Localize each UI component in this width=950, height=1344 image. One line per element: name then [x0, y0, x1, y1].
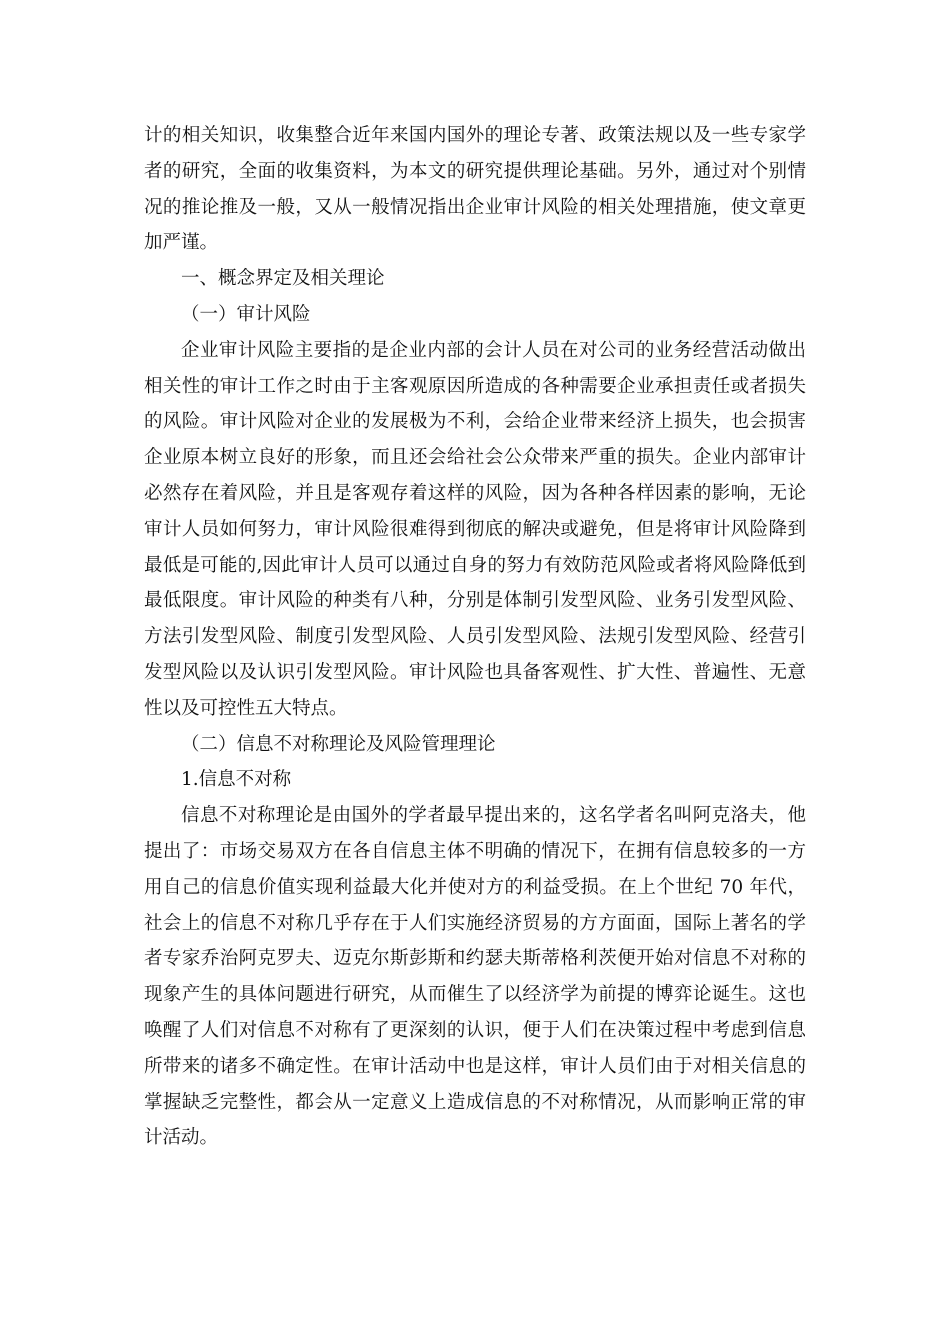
subsection-heading-audit-risk: （一）审计风险: [181, 303, 311, 325]
audit-risk-paragraph: 企业审计风险主要指的是企业内部的会计人员在对公司的业务经营活动做出相关性的审计工作之时由于主客观原因所造成的各种需要企业承担责任或者损失的风险。审计风险对企业的发展极为不利，会给企业带来经济上损失，也会损害企业原本树立良好的形象，而且还会给社会公众带来严重的损失。企业内部审计必然存在着风险，并且是客观存着这样的风险，因为各种各样因素的影响，无论审计人员如何努力，审计风险很难得到彻底的解决或避免，但是将审计风险降到最低是可能的,因此审计人员可以通过自身的努力有效防范风险或者将风险降低到最低限度。审计风险的种类有八种，分别是体制引发型风险、业务引发型风险、方法引发型风险、制度引发型风险、人员引发型风险、法规引发型风险、经营引发型风险以及认识引发型风险。审计风险也具备客观性、扩大性、普遍性、无意性以及可控性五大特点。: [144, 339, 806, 719]
item-heading-information-asymmetry: 1.信息不对称: [181, 769, 292, 791]
information-asymmetry-paragraph: 信息不对称理论是由国外的学者最早提出来的，这名学者名叫阿克洛夫，他提出了：市场交易双方在各自信息主体不明确的情况下，在拥有信息较多的一方用自己的信息价值实现利益最大化并使对方的利益受损。在上个世纪 70 年代，社会上的信息不对称几乎存在于人们实施经济贸易的方方面面，国际上著名的学者专家乔治阿克罗夫、迈克尔斯彭斯和约瑟夫斯蒂格利茨便开始对信息不对称的现象产生的具体问题进行研究，从而催生了以经济学为前提的博弈论诞生。这也唤醒了人们对信息不对称有了更深刻的认识，便于人们在决策过程中考虑到信息所带来的诸多不确定性。在审计活动中也是这样，审计人员们由于对相关信息的掌握缺乏完整性，都会从一定意义上造成信息的不对称情况，从而影响正常的审计活动。: [144, 805, 806, 1149]
section-heading-concepts: 一、概念界定及相关理论: [181, 268, 385, 290]
intro-paragraph: 计的相关知识，收集整合近年来国内国外的理论专著、政策法规以及一些专家学者的研究，全面的收集资料，为本文的研究提供理论基础。另外，通过对个别情况的推论推及一般，又从一般情况指出企业审计风险的相关处理措施，使文章更加严谨。: [144, 125, 806, 254]
subsection-heading-information-asymmetry: （二）信息不对称理论及风险管理理论: [181, 733, 496, 755]
document-page: [144, 118, 806, 1156]
